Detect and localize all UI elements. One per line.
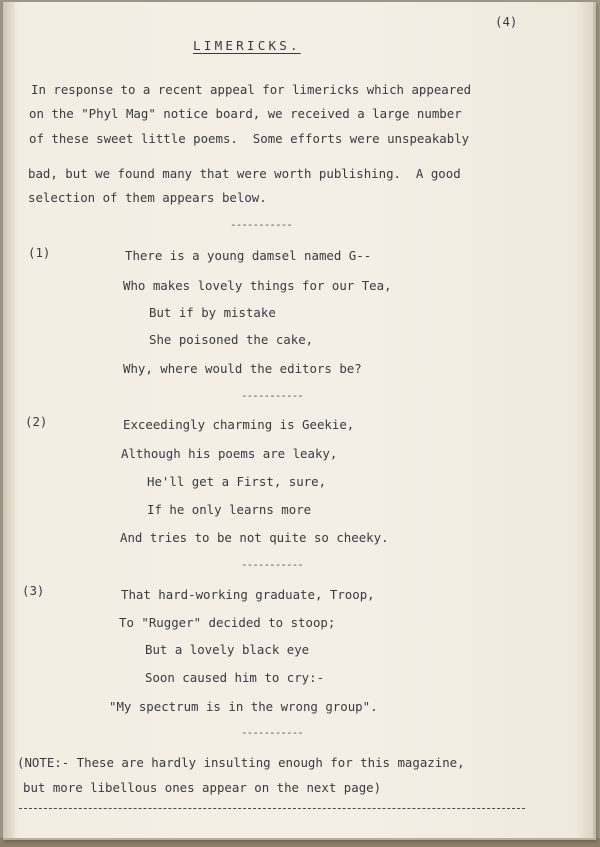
separator: -----------	[241, 558, 303, 571]
note-line: (NOTE:- These are hardly insulting enough for this magazine,	[17, 755, 465, 770]
intro-line: of these sweet little poems. Some efforts were unspeakably	[29, 131, 470, 146]
limerick-line: That hard-working graduate, Troop,	[121, 587, 375, 602]
limerick-line: Why, where would the editors be?	[123, 361, 362, 376]
separator: -----------	[230, 218, 292, 231]
limerick-line: If he only learns more	[147, 502, 312, 517]
page-binding-edge	[3, 2, 15, 838]
limerick-line: Soon caused him to cry:-	[145, 670, 325, 685]
limerick-line: There is a young damsel named G--	[125, 248, 372, 263]
limerick-line: He'll get a First, sure,	[147, 474, 327, 489]
limerick-line: She poisoned the cake,	[149, 332, 314, 347]
limerick-number: (2)	[25, 414, 48, 429]
page-number: (4)	[495, 14, 518, 29]
limerick-number: (1)	[28, 245, 51, 260]
typed-page	[3, 2, 596, 840]
limerick-line: To "Rugger" decided to stoop;	[119, 615, 336, 630]
limerick-line: Who makes lovely things for our Tea,	[123, 278, 392, 293]
separator: -----------	[241, 726, 303, 739]
limerick-line: "My spectrum is in the wrong group".	[109, 699, 378, 714]
limerick-line: And tries to be not quite so cheeky.	[120, 530, 389, 545]
limerick-line: But if by mistake	[149, 305, 276, 320]
note-line: but more libellous ones appear on the next page)	[23, 780, 382, 795]
intro-line: selection of them appears below.	[28, 190, 267, 205]
limerick-line: But a lovely black eye	[145, 642, 310, 657]
limerick-number: (3)	[22, 583, 45, 598]
intro-line: bad, but we found many that were worth publishing. A good	[28, 166, 461, 181]
limerick-line: Exceedingly charming is Geekie,	[123, 417, 355, 432]
intro-line: on the "Phyl Mag" notice board, we received a large number	[29, 106, 462, 121]
intro-line: In response to a recent appeal for limericks which appeared	[31, 82, 472, 97]
limerick-line: Although his poems are leaky,	[121, 446, 338, 461]
separator: -----------	[241, 389, 303, 402]
page-title: LIMERICKS.	[193, 38, 301, 53]
bottom-rule	[19, 808, 525, 809]
